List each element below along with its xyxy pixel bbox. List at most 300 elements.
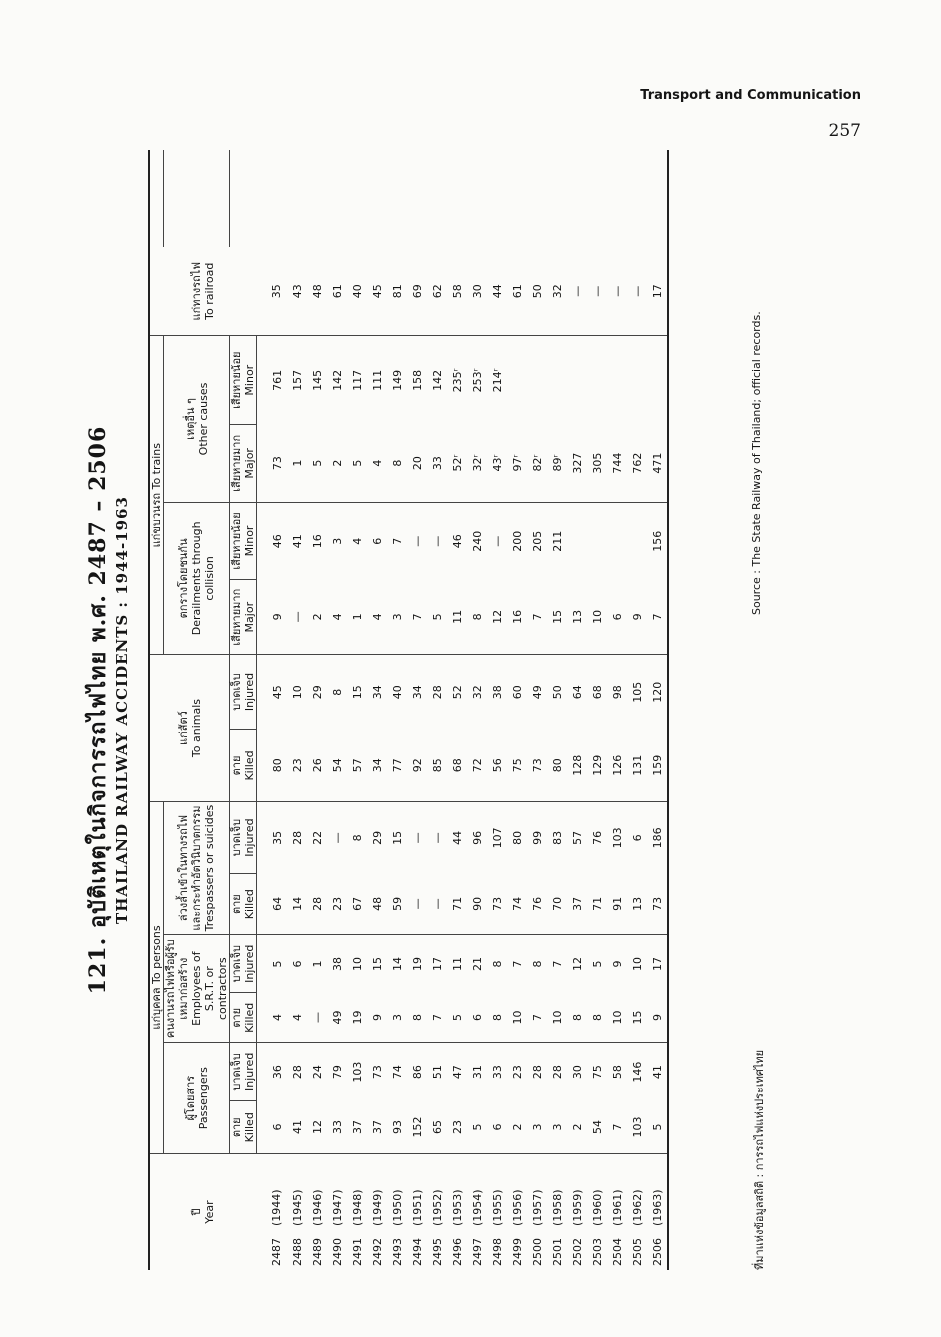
table-cell: 761 bbox=[270, 369, 284, 391]
table-cell: 76 bbox=[590, 830, 604, 845]
table-cell: 1 bbox=[347, 580, 367, 655]
major-subheader: เสียหายมาก Major bbox=[230, 580, 257, 655]
table-cell: 5 bbox=[647, 1101, 668, 1154]
table-cell: 8 bbox=[350, 834, 364, 842]
table-cell: 41 bbox=[287, 1101, 307, 1154]
table-cell: 8 bbox=[567, 993, 587, 1043]
table-cell: — bbox=[287, 580, 307, 655]
table-cell: 86 bbox=[410, 1065, 424, 1080]
killed-subheader: ตาย Killed bbox=[230, 729, 257, 801]
table-cell: 51 bbox=[430, 1065, 444, 1080]
table-cell: 15 bbox=[627, 993, 647, 1043]
year-cell: 2494(1951) bbox=[410, 1189, 424, 1266]
table-cell: 49 bbox=[530, 685, 544, 700]
table-cell: 4 bbox=[367, 425, 387, 503]
table-cell: 1 bbox=[287, 425, 307, 503]
year-header: ปี Year bbox=[190, 1200, 217, 1224]
table-cell: 8 bbox=[587, 993, 607, 1043]
table-cell: 10 bbox=[607, 993, 627, 1043]
table-cell: — bbox=[410, 535, 424, 547]
table-cell: 44 bbox=[487, 247, 507, 336]
table-row bbox=[257, 150, 288, 1270]
table-cell: 1 bbox=[310, 960, 324, 968]
table-cell: 214ʳ bbox=[490, 368, 504, 393]
table-cell: 6 bbox=[370, 537, 384, 545]
table-cell: 8 bbox=[490, 960, 504, 968]
table-cell: 111 bbox=[370, 369, 384, 391]
table-cell: — bbox=[587, 247, 607, 336]
table-cell: 23 bbox=[287, 729, 307, 801]
source-note-thai: ที่มาแห่งข้อมูลสถิติ : การรถไฟแห่งประเทศไทย bbox=[753, 1049, 766, 1270]
table-cell: 35 bbox=[270, 830, 284, 845]
table-cell: 6 bbox=[607, 580, 627, 655]
table-row bbox=[487, 150, 507, 1270]
table-cell: 15 bbox=[547, 580, 567, 655]
table-row bbox=[587, 150, 607, 1270]
injured-subheader: บาดเจ็บ Injured bbox=[230, 935, 257, 993]
table-cell: 58 bbox=[610, 1065, 624, 1080]
table-cell bbox=[567, 502, 587, 580]
year-cell: 2489(1946) bbox=[310, 1189, 324, 1266]
table-row bbox=[387, 150, 407, 1270]
table-cell: 2 bbox=[507, 1101, 527, 1154]
table-cell: 34 bbox=[370, 685, 384, 700]
table-cell: 89ʳ bbox=[547, 425, 567, 503]
table-cell: 52ʳ bbox=[447, 425, 467, 503]
table-cell: 7 bbox=[527, 993, 547, 1043]
table-row bbox=[427, 150, 447, 1270]
table-cell: 40 bbox=[347, 247, 367, 336]
year-cell: 2491(1948) bbox=[350, 1189, 364, 1266]
table-row bbox=[287, 150, 307, 1270]
other-causes-header: เหตุอื่น ๆ Other causes bbox=[164, 336, 230, 502]
table-cell: 5 bbox=[347, 425, 367, 503]
table-cell: 96 bbox=[470, 830, 484, 845]
table-cell: — bbox=[430, 535, 444, 547]
table-cell: 117 bbox=[350, 369, 364, 391]
table-cell: 17 bbox=[430, 956, 444, 971]
table-row bbox=[547, 150, 567, 1270]
to-animals-header: แก่สัตว์ To animals bbox=[149, 655, 230, 802]
trespassers-header: ล่วงล้ำเข้าในทางรถไฟ และกระทำอัตวินิบาตกรรม Trespassers or suicides bbox=[164, 801, 230, 934]
table-cell: 15 bbox=[390, 830, 404, 845]
table-cell: 71 bbox=[447, 874, 467, 935]
table-cell: — bbox=[407, 874, 427, 935]
year-cell: 2501(1958) bbox=[550, 1189, 564, 1266]
table-cell: 28 bbox=[530, 1065, 544, 1080]
year-cell: 2492(1949) bbox=[370, 1189, 384, 1266]
table-cell: 12 bbox=[487, 580, 507, 655]
table-cell: 158 bbox=[410, 369, 424, 391]
table-row bbox=[347, 150, 367, 1270]
table-cell bbox=[587, 336, 607, 425]
table-body bbox=[257, 150, 669, 1270]
table-cell: 305 bbox=[587, 425, 607, 503]
table-cell: 3 bbox=[387, 993, 407, 1043]
page-number: 257 bbox=[828, 121, 861, 141]
table-cell: 33 bbox=[327, 1101, 347, 1154]
table-title-english: THAILAND RAILWAY ACCIDENTS : 1944-1963 bbox=[113, 496, 131, 924]
year-cell: 2496(1953) bbox=[450, 1189, 464, 1266]
table-cell: 6 bbox=[487, 1101, 507, 1154]
table-cell: 35 bbox=[257, 247, 288, 336]
table-cell: 3 bbox=[330, 537, 344, 545]
table-cell: 9 bbox=[647, 993, 668, 1043]
table-cell: 36 bbox=[270, 1065, 284, 1080]
table-row bbox=[467, 150, 487, 1270]
table-cell bbox=[567, 336, 587, 425]
table-cell: 28 bbox=[550, 1065, 564, 1080]
table-cell: 4 bbox=[257, 993, 288, 1043]
table-cell: 73 bbox=[527, 729, 547, 801]
table-cell: 8 bbox=[330, 688, 344, 696]
table-cell: 68 bbox=[447, 729, 467, 801]
table-cell: — bbox=[567, 247, 587, 336]
table-cell: 65 bbox=[427, 1101, 447, 1154]
passengers-header: ผู้โดยสาร Passengers bbox=[164, 1043, 230, 1154]
year-cell: 2503(1960) bbox=[590, 1189, 604, 1266]
table-cell: 200 bbox=[510, 530, 524, 552]
table-row bbox=[527, 150, 547, 1270]
table-cell: 71 bbox=[587, 874, 607, 935]
table-cell: 16 bbox=[507, 580, 527, 655]
table-cell: 61 bbox=[327, 247, 347, 336]
table-cell: 2 bbox=[567, 1101, 587, 1154]
table-row bbox=[447, 150, 467, 1270]
employees-header: คนงานรถไฟหรือผู้รับเหมาก่อสร้าง Employees of S.R.T. or contractors bbox=[164, 935, 230, 1043]
table-cell: 4 bbox=[287, 993, 307, 1043]
table-row bbox=[607, 150, 627, 1270]
table-cell: 30 bbox=[467, 247, 487, 336]
table-cell: 4 bbox=[327, 580, 347, 655]
year-cell: 2505(1962) bbox=[630, 1189, 644, 1266]
table-cell: 149 bbox=[390, 369, 404, 391]
table-cell: 60 bbox=[510, 685, 524, 700]
table-cell: 11 bbox=[450, 956, 464, 971]
table-cell bbox=[507, 336, 527, 425]
table-cell bbox=[547, 336, 567, 425]
table-cell: 57 bbox=[347, 729, 367, 801]
table-cell: 7 bbox=[427, 993, 447, 1043]
table-cell: 58 bbox=[447, 247, 467, 336]
table-cell: 38 bbox=[490, 685, 504, 700]
table-cell: 8 bbox=[487, 993, 507, 1043]
table-cell: 126 bbox=[607, 729, 627, 801]
table-cell: 85 bbox=[427, 729, 447, 801]
table-cell: 7 bbox=[607, 1101, 627, 1154]
table-cell: 5 bbox=[427, 580, 447, 655]
table-cell: 33 bbox=[427, 425, 447, 503]
table-cell: 50 bbox=[527, 247, 547, 336]
table-cell: 43ʳ bbox=[487, 425, 507, 503]
table-cell: — bbox=[410, 832, 424, 844]
table-cell: 93 bbox=[387, 1101, 407, 1154]
table-cell: 32 bbox=[547, 247, 567, 336]
table-cell: 45 bbox=[270, 685, 284, 700]
year-cell: 2502(1959) bbox=[570, 1189, 584, 1266]
table-cell: 4 bbox=[367, 580, 387, 655]
killed-subheader: ตาย Killed bbox=[230, 993, 257, 1043]
table-row bbox=[367, 150, 387, 1270]
table-cell: 68 bbox=[590, 685, 604, 700]
table-cell: 75 bbox=[507, 729, 527, 801]
table-cell bbox=[627, 336, 647, 425]
table-row bbox=[407, 150, 427, 1270]
table-cell: 64 bbox=[257, 874, 288, 935]
table-cell: 3 bbox=[387, 580, 407, 655]
table-cell: 38 bbox=[330, 956, 344, 971]
table-cell: 77 bbox=[387, 729, 407, 801]
table-cell: 16 bbox=[310, 534, 324, 549]
table-cell: 762 bbox=[627, 425, 647, 503]
table-cell: 28 bbox=[290, 830, 304, 845]
table-cell: 8 bbox=[387, 425, 407, 503]
table-cell: 744 bbox=[607, 425, 627, 503]
table-cell: 28 bbox=[290, 1065, 304, 1080]
table-cell: 142 bbox=[430, 369, 444, 391]
table-cell: 8 bbox=[467, 580, 487, 655]
table-cell: 54 bbox=[327, 729, 347, 801]
table-cell: 10 bbox=[507, 993, 527, 1043]
year-cell: 2497(1954) bbox=[470, 1189, 484, 1266]
table-cell: 186 bbox=[650, 827, 664, 849]
table-cell: 32ʳ bbox=[467, 425, 487, 503]
table-cell: 6 bbox=[290, 960, 304, 968]
table-cell: 145 bbox=[310, 369, 324, 391]
table-cell: 56 bbox=[487, 729, 507, 801]
table-cell: 103 bbox=[610, 827, 624, 849]
table-cell: 79 bbox=[330, 1065, 344, 1080]
table-cell: 23 bbox=[327, 874, 347, 935]
killed-subheader: ตาย Killed bbox=[230, 1101, 257, 1154]
table-cell: 8 bbox=[407, 993, 427, 1043]
table-cell: 9 bbox=[257, 580, 288, 655]
table-cell bbox=[527, 336, 547, 425]
table-cell: 61 bbox=[507, 247, 527, 336]
year-cell: 2493(1950) bbox=[390, 1189, 404, 1266]
table-cell: 6 bbox=[630, 834, 644, 842]
table-cell: 12 bbox=[307, 1101, 327, 1154]
table-cell: 2 bbox=[307, 580, 327, 655]
year-cell: 2499(1956) bbox=[510, 1189, 524, 1266]
table-cell: 10 bbox=[587, 580, 607, 655]
table-cell: 15 bbox=[350, 685, 364, 700]
table-cell bbox=[587, 502, 607, 580]
railway-accidents-table bbox=[148, 150, 669, 1270]
table-cell: 8 bbox=[530, 960, 544, 968]
table-cell: 129 bbox=[587, 729, 607, 801]
table-cell: 32 bbox=[470, 685, 484, 700]
table-cell: 57 bbox=[570, 830, 584, 845]
table-cell: 2 bbox=[327, 425, 347, 503]
to-railroad-header: แก่ทางรถไฟ To railroad bbox=[149, 247, 257, 336]
table-cell: 23 bbox=[510, 1065, 524, 1080]
table-cell: 128 bbox=[567, 729, 587, 801]
table-cell: 10 bbox=[290, 685, 304, 700]
table-cell: 107 bbox=[490, 827, 504, 849]
table-cell bbox=[647, 336, 668, 425]
table-cell bbox=[607, 502, 627, 580]
table-cell: 45 bbox=[367, 247, 387, 336]
table-cell: 67 bbox=[347, 874, 367, 935]
table-cell: 28 bbox=[307, 874, 327, 935]
table-cell: 146 bbox=[630, 1061, 644, 1083]
table-cell: 152 bbox=[407, 1101, 427, 1154]
table-cell: 105 bbox=[630, 681, 644, 703]
table-cell: 97ʳ bbox=[507, 425, 527, 503]
table-cell: 34 bbox=[410, 685, 424, 700]
table-cell: 14 bbox=[390, 956, 404, 971]
table-cell: 3 bbox=[527, 1101, 547, 1154]
table-cell: 13 bbox=[627, 874, 647, 935]
to-trains-header: แก่ขบวนรถ To trains bbox=[149, 336, 164, 655]
table-cell: 156 bbox=[650, 530, 664, 552]
table-cell: 9 bbox=[610, 960, 624, 968]
table-row bbox=[627, 150, 647, 1270]
table-cell: 159 bbox=[647, 729, 668, 801]
table-cell: 19 bbox=[410, 956, 424, 971]
table-cell: 24 bbox=[310, 1065, 324, 1080]
table-cell: 7 bbox=[407, 580, 427, 655]
table-cell: 23 bbox=[447, 1101, 467, 1154]
year-cell: 2490(1947) bbox=[330, 1189, 344, 1266]
table-row bbox=[327, 150, 347, 1270]
table-cell: 13 bbox=[567, 580, 587, 655]
table-cell: 34 bbox=[367, 729, 387, 801]
table-cell: 471 bbox=[647, 425, 668, 503]
table-cell: 26 bbox=[307, 729, 327, 801]
table-cell: 50 bbox=[550, 685, 564, 700]
table-cell: 48 bbox=[307, 247, 327, 336]
table-row bbox=[567, 150, 587, 1270]
table-cell: 17 bbox=[650, 956, 664, 971]
table-cell: 73 bbox=[487, 874, 507, 935]
table-cell: 7 bbox=[510, 960, 524, 968]
table-cell: 33 bbox=[490, 1065, 504, 1080]
table-row bbox=[307, 150, 327, 1270]
table-cell: 5 bbox=[590, 960, 604, 968]
table-cell: 17 bbox=[647, 247, 668, 336]
table-cell bbox=[607, 336, 627, 425]
table-cell: 41 bbox=[290, 534, 304, 549]
table-cell: 80 bbox=[510, 830, 524, 845]
table-cell: 70 bbox=[547, 874, 567, 935]
table-cell: 76 bbox=[527, 874, 547, 935]
injured-subheader: บาดเจ็บ Injured bbox=[230, 801, 257, 873]
injured-subheader: บาดเจ็บ Injured bbox=[230, 1043, 257, 1101]
table-cell: 54 bbox=[587, 1101, 607, 1154]
table-cell: 5 bbox=[307, 425, 327, 503]
table-cell: 103 bbox=[350, 1061, 364, 1083]
table-cell: 73 bbox=[257, 425, 288, 503]
table-cell: 91 bbox=[607, 874, 627, 935]
table-title-thai: 121. อุบัติเหตุในกิจการรถไฟไทย พ.ศ. 2487 – 2506 bbox=[85, 425, 111, 995]
table-cell: 12 bbox=[570, 956, 584, 971]
table-cell: 46 bbox=[450, 534, 464, 549]
table-cell: 5 bbox=[447, 993, 467, 1043]
killed-subheader: ตาย Killed bbox=[230, 874, 257, 935]
table-cell: 29 bbox=[370, 830, 384, 845]
table-cell: 7 bbox=[390, 537, 404, 545]
table-cell: — bbox=[627, 247, 647, 336]
table-cell: 157 bbox=[290, 369, 304, 391]
table-cell: 83 bbox=[550, 830, 564, 845]
table-cell: 82ʳ bbox=[527, 425, 547, 503]
table-cell: 22 bbox=[310, 830, 324, 845]
table-cell bbox=[627, 502, 647, 580]
year-cell: 2500(1957) bbox=[530, 1189, 544, 1266]
table-cell: 3 bbox=[547, 1101, 567, 1154]
table-cell: 81 bbox=[387, 247, 407, 336]
year-cell: 2506(1963) bbox=[650, 1189, 664, 1266]
table-cell: 90 bbox=[467, 874, 487, 935]
table-cell: 44 bbox=[450, 830, 464, 845]
table-cell: 7 bbox=[527, 580, 547, 655]
table-cell: 40 bbox=[390, 685, 404, 700]
table-cell: 142 bbox=[330, 369, 344, 391]
table-cell: 19 bbox=[347, 993, 367, 1043]
to-persons-header: แก่บุคคล To persons bbox=[149, 801, 164, 1153]
table-row bbox=[647, 150, 668, 1270]
table-cell: 72 bbox=[467, 729, 487, 801]
table-cell: 327 bbox=[567, 425, 587, 503]
table-cell: — bbox=[427, 874, 447, 935]
table-cell: 9 bbox=[367, 993, 387, 1043]
table-cell: 31 bbox=[470, 1065, 484, 1080]
table-cell: 240 bbox=[470, 530, 484, 552]
table-cell: 211 bbox=[550, 530, 564, 552]
table-cell: 73 bbox=[370, 1065, 384, 1080]
source-note-english: Source : The State Railway of Thailand; official records. bbox=[750, 311, 763, 615]
table-cell: 10 bbox=[547, 993, 567, 1043]
table-cell: 30 bbox=[570, 1065, 584, 1080]
table-cell: 7 bbox=[550, 960, 564, 968]
table-cell: 64 bbox=[570, 685, 584, 700]
table-cell: — bbox=[307, 993, 327, 1043]
table-cell: 253ʳ bbox=[470, 368, 484, 393]
table-cell: 15 bbox=[370, 956, 384, 971]
table-cell: 28 bbox=[430, 685, 444, 700]
table-cell: 99 bbox=[530, 830, 544, 845]
table-cell: 52 bbox=[450, 685, 464, 700]
table-cell: 6 bbox=[467, 993, 487, 1043]
table-cell: 69 bbox=[407, 247, 427, 336]
year-cell: 2488(1945) bbox=[290, 1189, 304, 1266]
table-cell: 80 bbox=[547, 729, 567, 801]
table-cell: 9 bbox=[627, 580, 647, 655]
table-cell: 120 bbox=[650, 681, 664, 703]
year-cell: 2495(1952) bbox=[430, 1189, 444, 1266]
table-cell: 103 bbox=[627, 1101, 647, 1154]
table-cell: 59 bbox=[387, 874, 407, 935]
minor-subheader: เสียหายน้อย Minor bbox=[230, 502, 257, 580]
table-cell: 73 bbox=[647, 874, 668, 935]
table-cell: 20 bbox=[407, 425, 427, 503]
table-cell: 74 bbox=[390, 1065, 404, 1080]
table-cell: 235ʳ bbox=[450, 368, 464, 393]
rotated-table-block bbox=[80, 150, 790, 1270]
table-cell: 10 bbox=[630, 956, 644, 971]
section-header: Transport and Communication bbox=[640, 88, 861, 103]
minor-subheader: เสียหายน้อย Minor bbox=[230, 336, 257, 425]
table-cell: 4 bbox=[350, 537, 364, 545]
injured-subheader: บาดเจ็บ Injured bbox=[230, 655, 257, 730]
table-cell: 14 bbox=[287, 874, 307, 935]
table-cell: — bbox=[330, 832, 344, 844]
table-cell: — bbox=[490, 535, 504, 547]
table-cell: 43 bbox=[287, 247, 307, 336]
year-cell: 2504(1961) bbox=[610, 1189, 624, 1266]
